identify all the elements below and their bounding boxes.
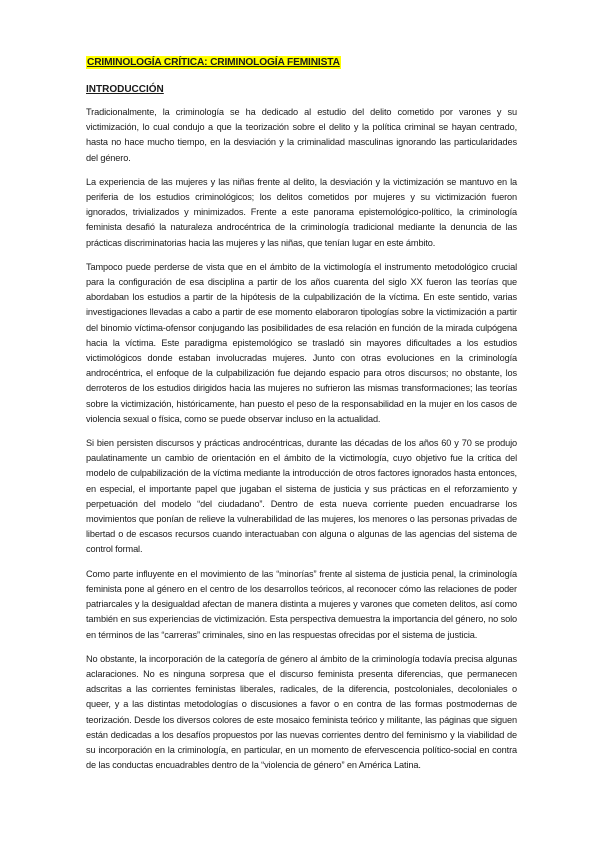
paragraph: Tradicionalmente, la criminología se ha dedicado al estudio del delito cometido por varones y su victimización, lo cual condujo a que la teorización sobre el delito y la política criminal se hayan centrado, hasta no hace mucho tiempo, en la desviación y la criminalidad masculinas ignorando las particularidades del género. (86, 107, 517, 163)
paragraph: Si bien persisten discursos y prácticas androcéntricas, durante las décadas de los años 60 y 70 se produjo paulatinamente un cambio de orientación en el ámbito de la victimología, cuyo objetivo fue la crítica del modelo de culpabilización de la víctima mediante la introducción de otros factores ignorados hasta entonces, en especial, el importante papel que jugaban el sistema de justicia y sus prácticas en el reforzamiento y perpetuación del modelo “del ciudadano”. Dentro de esta nueva corriente pueden encuadrarse los movimientos que ponían de relieve la vulnerabilidad de las mujeres, los menores o las personas privadas de libertad o de escasos recursos cuando interactuaban con alguna o algunas de las agencias del sistema de control formal. (86, 438, 517, 555)
paragraph: Como parte influyente en el movimiento de las “minorías” frente al sistema de justicia penal, la criminología feminista pone al género en el centro de los desarrollos teóricos, al reconocer cómo las relaciones de poder patriarcales y la desigualdad afectan de manera distinta a mujeres y varones que cometen delitos, así como también en sus experiencias de victimización. Esta perspectiva demuestra la importancia del género, no solo en términos de las “carreras” criminales, sino en las respuestas ofrecidas por el sistema de justicia. (86, 568, 517, 640)
document-title: CRIMINOLOGÍA CRÍTICA: CRIMINOLOGÍA FEMINISTA (87, 57, 340, 68)
paragraph: Tampoco puede perderse de vista que en el ámbito de la victimología el instrumento metodológico crucial para la configuración de esa disciplina a partir de los años cuarenta del siglo XX fueron las teorías que abordaban los estudios a partir de la hipótesis de la culpabilización de la víctima. En este sentido, varias investigaciones llevadas a cabo a partir de ese momento elaboraron tipologías sobre la victimización a partir del binomio víctima-ofensor conjugando las posibilidades de esa relación en función de la mirada culpógena hacia la víctima. Este paradigma epistemológico se trasladó sin mayores dificultades a los estudios victimológicos donde estaban involucradas mujeres. Junto con otras evoluciones en la criminología androcéntrica, el enfoque de la culpabilización fue dejando espacio para otros discursos; no obstante, los derroteros de los estudios dirigidos hacia las mujeres no sufrieron las mismas transformaciones; las teorías sobre la victimización, históricamente, han puesto el peso de la responsabilidad en la mujer en los casos de violencia sexual o física, como se puede observar incluso en la actualidad. (86, 261, 517, 424)
section-heading: INTRODUCCIÓN (86, 84, 164, 95)
paragraph: No obstante, la incorporación de la categoría de género al ámbito de la criminología todavía precisa algunas aclaraciones. No es ninguna sorpresa que el discurso feminista presenta diferencias, que permanecen adscritas a las corrientes feministas liberales, radicales, de la diferencia, postcoloniales, decoloniales o queer, y a las distintas metodologías o discusiones a favor o en contra de las formas postmodernas de teorización. Desde los diversos colores de este mosaico feminista teórico y militante, las páginas que siguen están dedicadas a los desafíos propuestos por las nuevas corrientes dentro del feminismo y la viabilidad de su incorporación en la criminología, en particular, en un momento de efervescencia político-social en contra de las conductas encuadrables dentro de la “violencia de género” en América Latina. (86, 653, 517, 771)
paragraph: La experiencia de las mujeres y las niñas frente al delito, la desviación y la victimización se mantuvo en la periferia de los estudios criminológicos; los delitos cometidos por mujeres y su victimización fueron ignorados, trivializados y minimizados. Frente a este panorama epistemológico-político, la criminología feminista desafió la naturaleza androcéntrica de la criminología tradicional mediante la denuncia de las prácticas discriminatorias hacia las mujeres y las niñas, que tenían lugar en este ámbito. (86, 176, 517, 248)
